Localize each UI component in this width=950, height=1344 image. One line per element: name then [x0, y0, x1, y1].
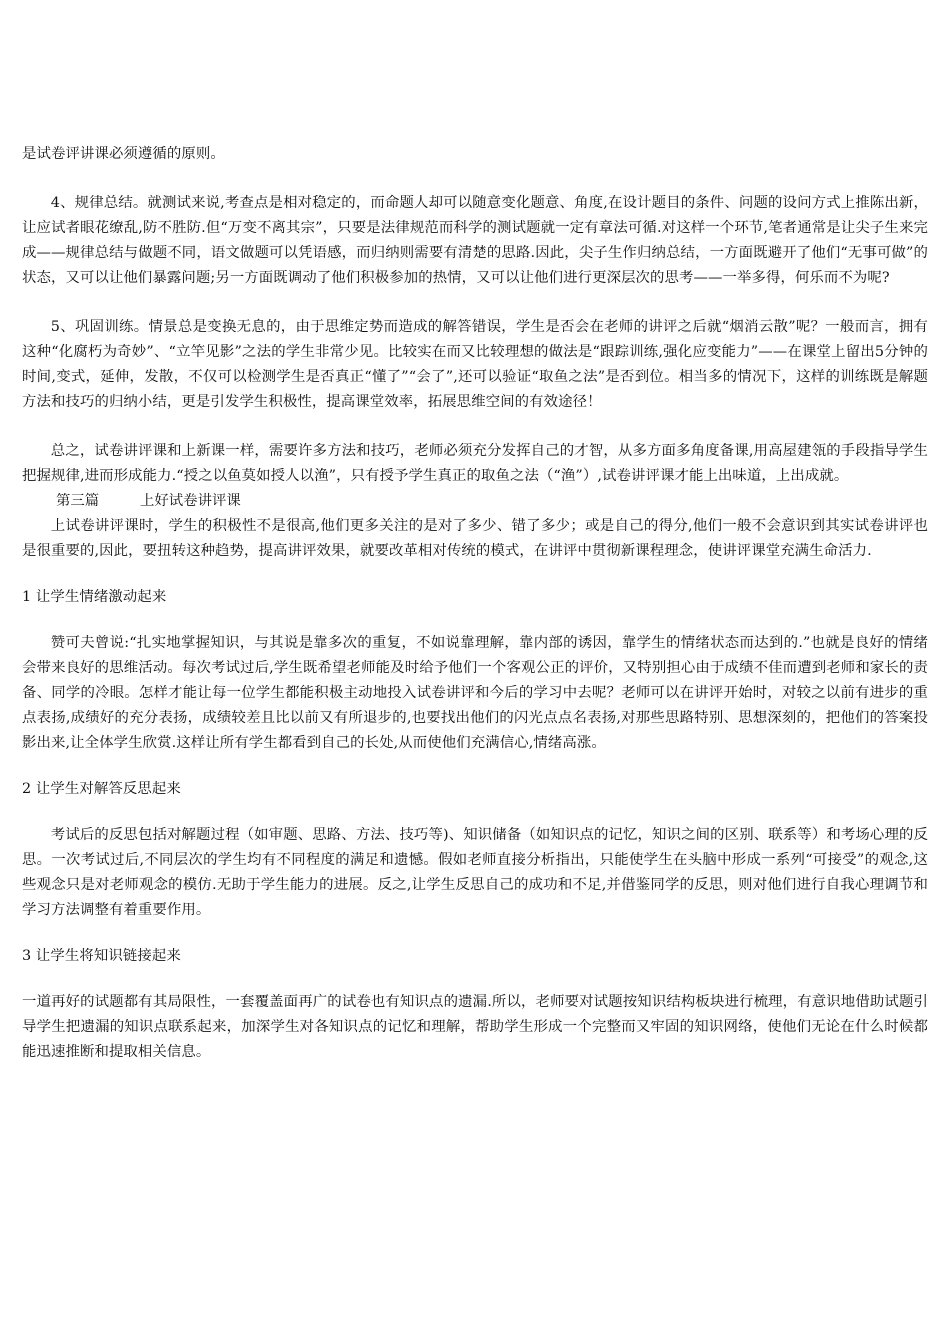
paragraph-principle-end: 是试卷评讲课必须遵循的原则。: [22, 146, 225, 162]
paragraph-consolidation-training: 5、巩固训练。情景总是变换无息的，由于思维定势而造成的解答错误，学生是否会在老师的讲评之后就“烟消云散”呢？一般而言，拥有这种“化腐朽为奇妙”、“立竿见影”之法的学生非常少见。比较实在而又比较理想的做法是“跟踪训练,强化应变能力”——在课堂上留出5分钟的时间,变式，延伸，发散，不仅可以检测学生是否真正“懂了”“会了”,还可以验证“取鱼之法”是否到位。相当多的情况下，这样的训练既是解题方法和技巧的归纳小结，更是引发学生积极性，提高课堂效率，拓展思维空间的有效途径！: [22, 319, 928, 410]
chapter-title: 上好试卷讲评课: [140, 493, 241, 509]
paragraph-conclusion: 总之，试卷讲评课和上新课一样，需要许多方法和技巧，老师必须充分发挥自己的才智，从多方面多角度备课,用高屋建瓴的手段指导学生把握规律,进而形成能力.“授之以鱼莫如授人以渔”，只有授予学生真正的取鱼之法（“渔”）,试卷讲评课才能上出味道，上出成就。: [22, 443, 928, 484]
chapter-label: 第三篇: [56, 493, 100, 509]
paragraph-reflection: 考试后的反思包括对解题过程（如审题、思路、方法、技巧等)、知识储备（如知识点的记忆，知识之间的区别、联系等）和考场心理的反思。一次考试过后,不同层次的学生均有不同程度的满足和遗憾。假如老师直接分析指出，只能使学生在头脑中形成一系列“可接受”的观念,这些观念只是对老师观念的模仿.无助于学生能力的进展。反之,让学生反思自己的成功和不足,并借鉴同学的反思，则对他们进行自我心理调节和学习方法调整有着重要作用。: [22, 827, 928, 918]
paragraph-rule-summary: 4、规律总结。就测试来说,考查点是相对稳定的，而命题人却可以随意变化题意、角度,在设计题目的条件、问题的设问方式上推陈出新，让应试者眼花缭乱,防不胜防.但“万变不离其宗”，只要是法律规范而科学的测试题就一定有章法可循.对这样一个环节,笔者通常是让尖子生来完成——规律总结与做题不同，语文做题可以凭语感，而归纳则需要有清楚的思路.因此，尖子生作归纳总结，一方面既避开了他们“无事可做”的状态，又可以让他们暴露问题;另一方面既调动了他们积极参加的热情，又可以让他们进行更深层次的思考——一举多得，何乐而不为呢?: [22, 195, 928, 286]
paragraph-intro: 上试卷讲评课时，学生的积极性不是很高,他们更多关注的是对了多少、错了多少；或是自己的得分,他们一般不会意识到其实试卷讲评也是很重要的,因此，要扭转这种趋势，提高讲评效果，就要改革相对传统的模式，在讲评中贯彻新课程理念，使讲评课堂充满生命活力.: [22, 518, 928, 559]
paragraph-knowledge-link: 一道再好的试题都有其局限性，一套覆盖面再广的试卷也有知识点的遗漏.所以，老师要对试题按知识结构板块进行梳理，有意识地借助试题引导学生把遗漏的知识点联系起来，加深学生对各知识点的记忆和理解，帮助学生形成一个完整而又牢固的知识网络，使他们无论在什么时候都能迅速推断和提取相关信息。: [22, 994, 928, 1060]
chapter-heading: [22, 489, 928, 514]
section-heading-emotion: 1 让学生情绪激动起来: [22, 589, 167, 605]
paragraph-emotion: 赞可夫曾说:“扎实地掌握知识，与其说是靠多次的重复，不如说靠理解，靠内部的诱因，靠学生的情绪状态而达到的.”也就是良好的情绪会带来良好的思维活动。每次考试过后,学生既希望老师能及时给予他们一个客观公正的评价，又特别担心由于成绩不佳而遭到老师和家长的责备、同学的冷眼。怎样才能让每一位学生都能积极主动地投入试卷讲评和今后的学习中去呢？老师可以在讲评开始时，对较之以前有进步的重点表扬,成绩好的充分表扬，成绩较差且比以前又有所退步的,也要找出他们的闪光点点名表扬,对那些思路特别、思想深刻的，把他们的答案投影出来,让全体学生欣赏.这样让所有学生都看到自己的长处,从而使他们充满信心,情绪高涨。: [22, 635, 928, 751]
section-heading-reflection: 2 让学生对解答反思起来: [22, 781, 181, 797]
section-heading-knowledge-link: 3 让学生将知识链接起来: [22, 948, 181, 964]
